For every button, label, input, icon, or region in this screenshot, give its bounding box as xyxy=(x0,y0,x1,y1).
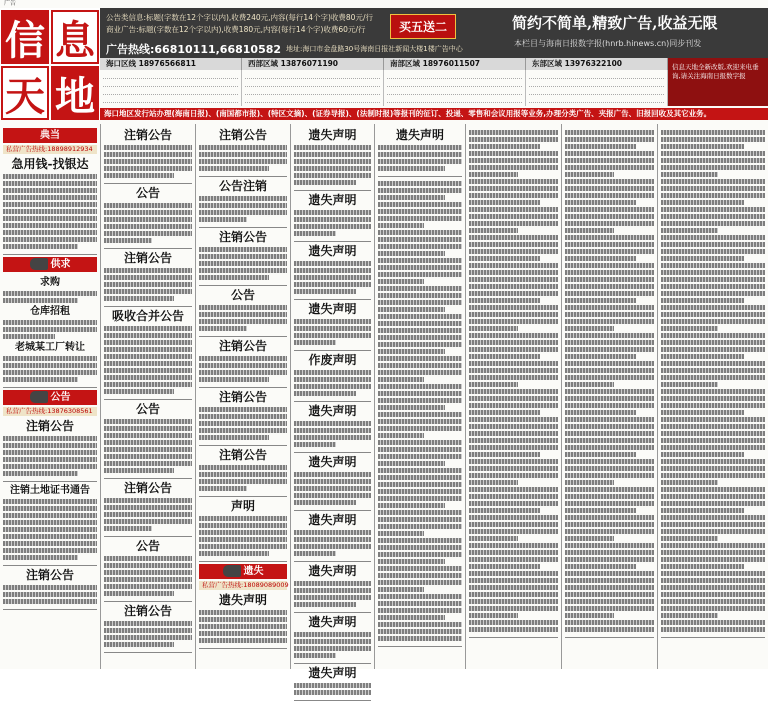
ad-title: 遗失声明 xyxy=(308,513,357,527)
ad-block xyxy=(294,300,371,351)
category-lost: 遗失 xyxy=(199,564,287,579)
ad-block xyxy=(294,126,371,191)
slogan-subtitle: 本栏目与海南日报数字报(hnrb.hinews.cn)同步刊发 xyxy=(514,39,702,48)
ad-block xyxy=(294,351,371,402)
ad-block xyxy=(3,274,97,388)
dense-listing xyxy=(378,177,462,647)
ad-block xyxy=(104,602,192,653)
ad-block xyxy=(199,286,287,337)
ad-block xyxy=(104,184,192,249)
ad-title: 注销土地证书通告 xyxy=(10,485,90,496)
promo-badge: 买五送二 xyxy=(390,14,456,39)
ad-title: 遗失声明 xyxy=(308,404,357,418)
district-bar xyxy=(100,58,668,70)
ad-title: 注销公告 xyxy=(218,448,267,462)
ad-title: 注销公告 xyxy=(218,230,267,244)
ad-title: 注销公告 xyxy=(25,568,74,582)
ad-columns xyxy=(0,124,768,680)
category-pawn: 典当 xyxy=(3,128,97,143)
ad-block xyxy=(378,126,462,177)
ad-title: 公告 xyxy=(135,539,160,553)
column-6 xyxy=(466,124,562,669)
ad-title: 遗失声明 xyxy=(308,564,357,578)
logo-char-4: 地 xyxy=(51,66,99,120)
page-topline: 广告 xyxy=(4,0,17,7)
ad-title: 遗失声明 xyxy=(395,128,444,142)
ad-block xyxy=(199,591,287,649)
ad-title: 急用钱-找银达 xyxy=(11,157,89,171)
hand-icon xyxy=(30,391,48,403)
ad-title: 声明 xyxy=(230,499,255,513)
column-2 xyxy=(101,124,196,669)
ad-title: 老城某工厂转让 xyxy=(15,342,85,353)
ad-title: 遗失声明 xyxy=(308,615,357,629)
district-col xyxy=(526,70,668,106)
district-col xyxy=(100,70,242,106)
ad-block xyxy=(3,417,97,482)
category-notice: 公告 xyxy=(3,390,97,405)
district-south: 南部区域 18976011507 xyxy=(384,58,526,70)
masthead-logo xyxy=(0,8,100,120)
ad-block xyxy=(199,126,287,177)
ad-block xyxy=(294,453,371,511)
ad-title: 注销公告 xyxy=(123,251,172,265)
ad-title: 公告 xyxy=(230,288,255,302)
ad-block xyxy=(199,446,287,497)
ad-title: 遗失声明 xyxy=(308,128,357,142)
ad-title: 遗失声明 xyxy=(308,193,357,207)
ad-title: 公告 xyxy=(135,186,160,200)
category-supply: 供求 xyxy=(3,257,97,272)
ad-title: 注销公告 xyxy=(123,128,172,142)
dense-listing xyxy=(565,126,654,638)
ad-title: 遗失声明 xyxy=(308,666,357,680)
ad-title: 仓库招租 xyxy=(30,306,70,317)
column-7 xyxy=(562,124,658,669)
ad-title: 公告注销 xyxy=(218,179,267,193)
dense-listing xyxy=(661,126,765,638)
ad-block xyxy=(199,497,287,562)
logo-char-2: 息 xyxy=(51,10,99,64)
ad-hotline: 广告热线:66810111,66810582 xyxy=(106,43,282,56)
dense-listing xyxy=(469,126,558,638)
ad-block xyxy=(199,177,287,228)
hotline-banner: 私营广告热线:18898912934 xyxy=(3,145,97,154)
ad-block xyxy=(3,482,97,566)
ad-block xyxy=(104,307,192,400)
distribution-notice-bar: 海口地区发行站办理(海南日报)、(南国都市报)、(特区文摘)、(证券导报)、(法制时报)等报刊的征订、投递、零售和会议用报等业务,办理分类广告、夹报广告、旧报回收及其它业务。 xyxy=(100,108,768,120)
ad-title: 注销公告 xyxy=(123,481,172,495)
hotline-banner: 私营广告热线:18089089009 xyxy=(199,581,287,590)
ad-block xyxy=(294,562,371,613)
ad-block xyxy=(294,613,371,664)
ad-block xyxy=(294,402,371,453)
column-4 xyxy=(291,124,375,680)
ad-block xyxy=(199,337,287,388)
logo-char-3: 天 xyxy=(1,66,49,120)
ad-block xyxy=(104,400,192,479)
ad-block xyxy=(294,191,371,242)
slogan: 简约不简单,精致广告,收益无限 xyxy=(512,14,718,32)
ad-title: 注销公告 xyxy=(123,604,172,618)
ad-block xyxy=(3,566,97,610)
ad-title: 注销公告 xyxy=(25,419,74,433)
ad-title: 注销公告 xyxy=(218,128,267,142)
ad-title: 求购 xyxy=(40,277,60,288)
district-contact-grid xyxy=(100,70,668,106)
ad-block xyxy=(294,511,371,562)
column-1 xyxy=(0,124,101,669)
logo-char-1: 信 xyxy=(1,10,49,64)
column-5 xyxy=(375,124,466,669)
ad-title: 遗失声明 xyxy=(308,244,357,258)
ad-title: 注销公告 xyxy=(218,390,267,404)
district-col xyxy=(384,70,526,106)
pricing-line-2: 商业广告:标题(字数在12个字以内),收费180元,内容(每行14个字)收费60元/行 xyxy=(106,25,366,34)
ad-title: 遗失声明 xyxy=(308,302,357,316)
ad-title: 注销公告 xyxy=(218,339,267,353)
ad-block xyxy=(199,228,287,286)
ad-block xyxy=(294,664,371,701)
ad-title: 吸收合并公告 xyxy=(111,309,184,323)
district-haikou: 海口区线 18976566811 xyxy=(100,58,242,70)
column-3 xyxy=(196,124,291,669)
pricing-line-1: 公告类信息:标题(字数在12个字以内),收费240元,内容(每行14个字)收费80元/行 xyxy=(106,13,373,22)
address-text: 地址:海口市金盘路30号海南日报社新闻大楼1楼广告中心 xyxy=(286,45,463,53)
ad-block xyxy=(104,249,192,307)
column-8 xyxy=(658,124,768,669)
ad-title: 遗失声明 xyxy=(218,593,267,607)
ad-block xyxy=(104,479,192,537)
ad-block xyxy=(199,388,287,446)
hand-icon xyxy=(30,258,48,270)
ad-block xyxy=(3,155,97,255)
hotline-banner: 私营广告热线:13876308561 xyxy=(3,407,97,416)
hand-icon xyxy=(223,565,241,577)
ad-block xyxy=(104,126,192,184)
district-west: 西部区域 13876071190 xyxy=(242,58,384,70)
ad-title: 公告 xyxy=(135,402,160,416)
side-ad: 信息天地全新改版,欢迎来电垂询,请关注海南日报数字报 xyxy=(668,58,768,106)
ad-block xyxy=(294,242,371,300)
ad-title: 作废声明 xyxy=(308,353,357,367)
district-col xyxy=(242,70,384,106)
ad-block xyxy=(104,537,192,602)
district-east: 东部区域 13976322100 xyxy=(526,58,668,70)
ad-title: 遗失声明 xyxy=(308,455,357,469)
header-banner xyxy=(100,8,768,58)
